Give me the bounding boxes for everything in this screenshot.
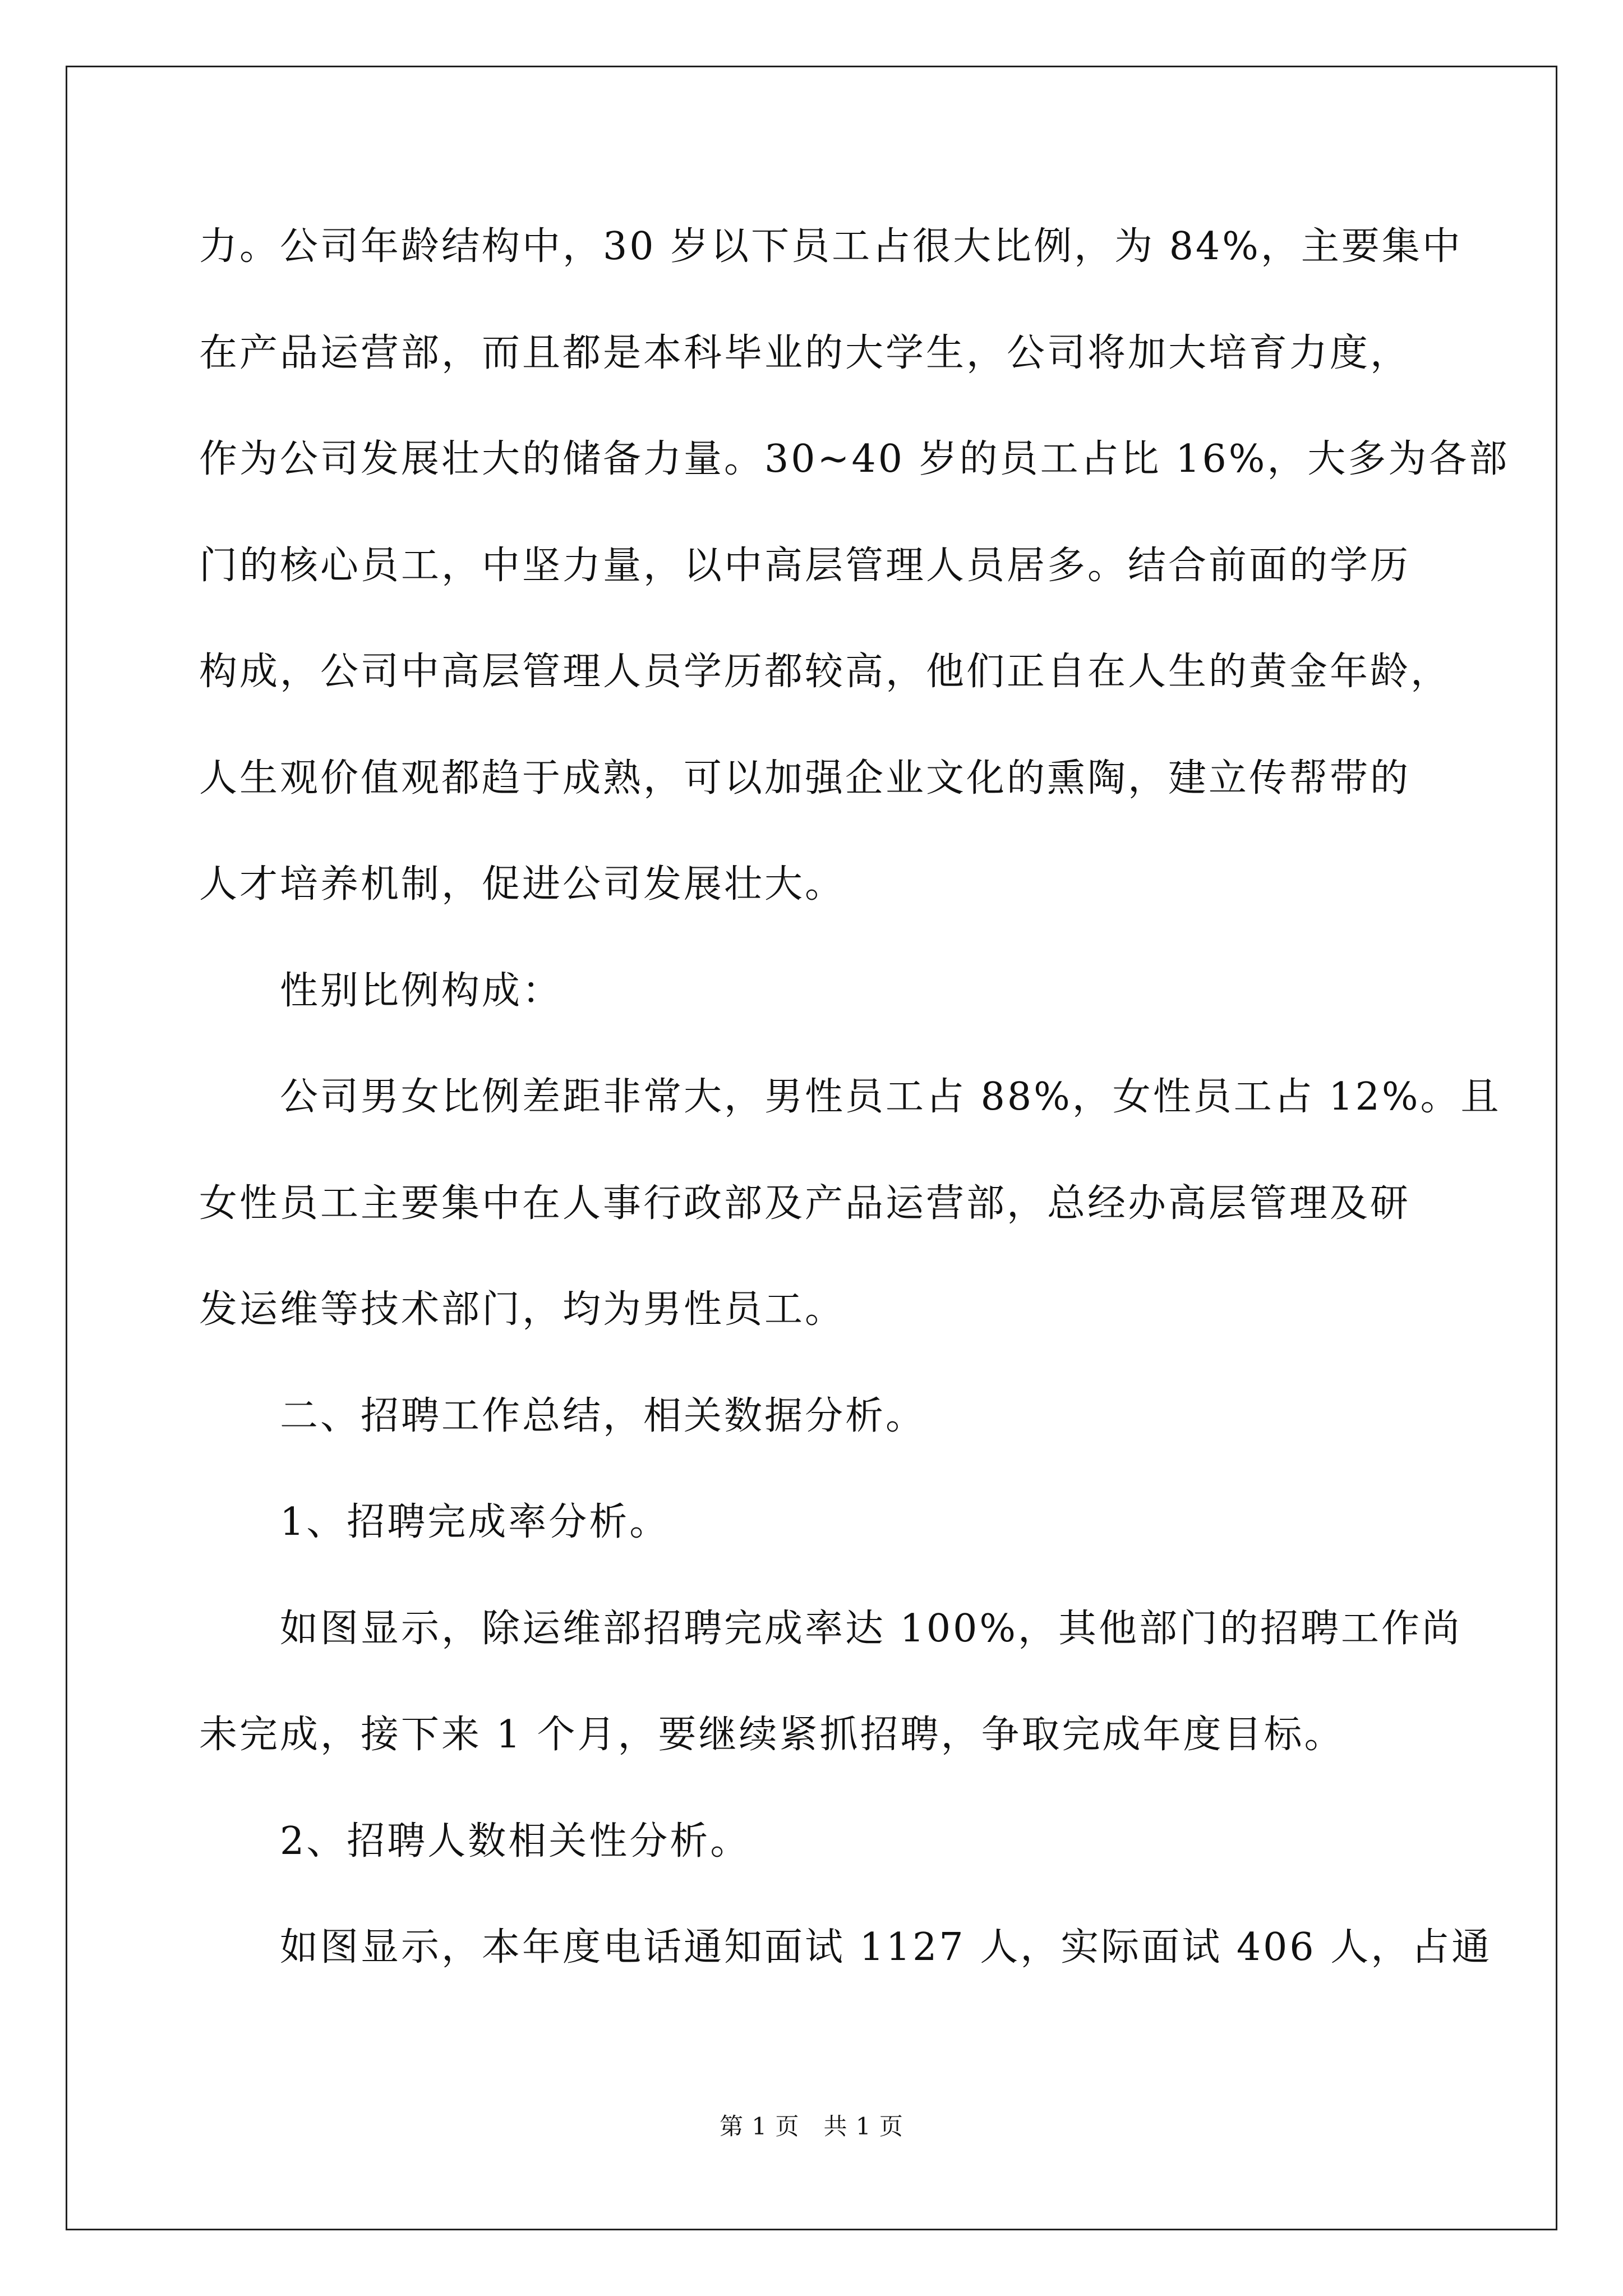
- subsection-heading: 1、招聘完成率分析。: [280, 1500, 670, 1544]
- text-line: 如图显示，本年度电话通知面试 1127 人，实际面试 406 人，占通: [280, 1925, 1492, 1970]
- section-heading: 二、招聘工作总结，相关数据分析。: [280, 1393, 926, 1438]
- text-line: 发运维等技术部门，均为男性员工。: [199, 1287, 846, 1332]
- text-line: 公司男女比例差距非常大，男性员工占 88%，女性员工占 12%。且: [280, 1075, 1501, 1119]
- text-line: 作为公司发展壮大的储备力量。30~40 岁的员工占比 16%，大多为各部: [199, 437, 1510, 481]
- text-line: 如图显示，除运维部招聘完成率达 100%，其他部门的招聘工作尚: [280, 1606, 1463, 1651]
- text-line: 构成，公司中高层管理人员学历都较高，他们正自在人生的黄金年龄，: [199, 650, 1451, 694]
- text-line: 在产品运营部，而且都是本科毕业的大学生，公司将加大培育力度，: [199, 330, 1411, 375]
- document-body: [199, 194, 1510, 2001]
- text-line: 力。公司年龄结构中，30 岁以下员工占很大比例，为 84%，主要集中: [199, 224, 1463, 269]
- text-line: 女性员工主要集中在人事行政部及产品运营部，总经办高层管理及研: [199, 1181, 1411, 1226]
- page-number-footer: 第 1 页 共 1 页: [720, 2113, 903, 2140]
- text-line: 人生观价值观都趋于成熟，可以加强企业文化的熏陶，建立传帮带的: [199, 756, 1411, 800]
- subsection-heading: 2、招聘人数相关性分析。: [280, 1819, 751, 1864]
- section-heading: 性别比例构成：: [280, 968, 563, 1013]
- text-line: 未完成，接下来 1 个月，要继续紧抓招聘，争取完成年度目标。: [199, 1713, 1345, 1757]
- text-line: 人才培养机制，促进公司发展壮大。: [199, 862, 846, 907]
- text-line: 门的核心员工，中坚力量，以中高层管理人员居多。结合前面的学历: [199, 543, 1411, 588]
